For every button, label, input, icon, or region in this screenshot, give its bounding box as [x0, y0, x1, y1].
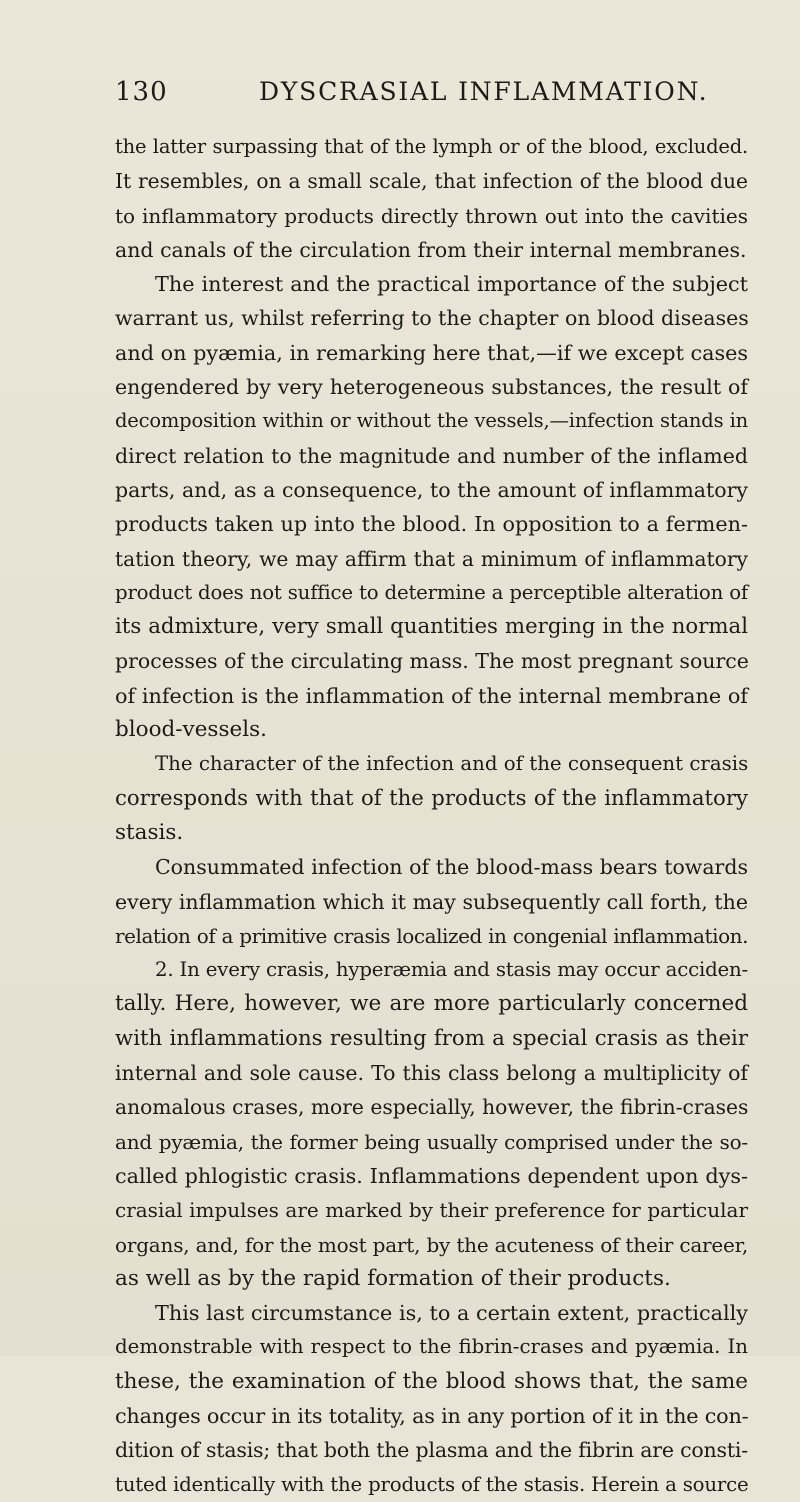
text-line: processes of the circulating mass. The most pregnant source — [115, 649, 749, 674]
running-title: DYSCRASIAL INFLAMMATION. — [259, 77, 709, 106]
text-line: demonstrable with respect to the fibrin-crases and pyæmia. In — [115, 1335, 748, 1359]
text-line: engendered by very heterogeneous substances, the result of — [115, 375, 748, 400]
text-line: blood-vessels. — [115, 717, 267, 743]
text-line: and canals of the circulation from their internal membranes. — [115, 237, 747, 262]
text-line: decomposition within or without the vessels,—infection stands in — [115, 409, 748, 433]
text-line: and pyæmia, the former being usually comprised under the so- — [115, 1129, 748, 1154]
text-line: corresponds with that of the products of the inflammatory — [115, 785, 748, 811]
text-line: organs, and, for the most part, by the acuteness of their career, — [115, 1232, 748, 1257]
text-line: This last circumstance is, to a certain extent, practically — [155, 1301, 748, 1326]
text-line: its admixture, very small quantities merging in the normal — [115, 614, 748, 640]
text-line: direct relation to the magnitude and number of the inflamed — [115, 443, 748, 468]
text-line: called phlogistic crasis. Inflammations dependent upon dys- — [115, 1163, 748, 1188]
text-line: as well as by the rapid formation of their products. — [115, 1265, 671, 1291]
text-line: parts, and, as a consequence, to the amount of inflammatory — [115, 477, 748, 502]
text-line: warrant us, whilst referring to the chapter on blood diseases — [115, 306, 749, 331]
text-line: anomalous crases, more especially, however, the fibrin-crases — [115, 1095, 749, 1120]
text-line: Consummated infection of the blood-mass bears towards — [155, 855, 748, 880]
text-line: relation of a primitive crasis localized in congenial inflammation. — [115, 923, 748, 948]
text-line: and on pyæmia, in remarking here that,—if we except cases — [115, 340, 749, 365]
page-number: 130 — [115, 77, 168, 107]
body-text — [115, 130, 748, 1502]
text-line: these, the examination of the blood shows that, the same — [115, 1368, 748, 1394]
text-line: 2. In every crasis, hyperæmia and stasis may occur acciden- — [155, 958, 748, 982]
text-line: to inflammatory products directly thrown out into the cavities — [115, 203, 748, 228]
text-line: crasial impulses are marked by their preference for particular — [115, 1198, 748, 1223]
running-head — [115, 77, 715, 117]
text-line: of infection is the inflammation of the internal membrane of — [115, 683, 748, 708]
text-line: changes occur in its totality, as in any portion of it in the con- — [115, 1403, 749, 1428]
text-line: the latter surpassing that of the lymph or of the blood, excluded. — [115, 135, 748, 158]
text-line: stasis. — [115, 819, 184, 845]
text-line: tuted identically with the products of the stasis. Herein a source — [115, 1472, 749, 1496]
text-line: The character of the infection and of the consequent crasis — [155, 752, 749, 776]
text-line: dition of stasis; that both the plasma and the fibrin are consti- — [115, 1438, 748, 1463]
text-line: with inflammations resulting from a special crasis as their — [115, 1025, 748, 1051]
text-line: The interest and the practical importance of the subject — [155, 272, 748, 297]
text-line: tally. Here, however, we are more particularly concerned — [115, 991, 748, 1017]
text-line: products taken up into the blood. In opposition to a fermen- — [115, 512, 748, 537]
text-line: It resembles, on a small scale, that infection of the blood due — [115, 169, 748, 194]
text-line: tation theory, we may affirm that a minimum of inflammatory — [115, 546, 748, 571]
text-line: product does not suffice to determine a perceptible alteration of — [115, 580, 748, 604]
text-line: every inflammation which it may subsequently call forth, the — [115, 889, 748, 914]
text-line: internal and sole cause. To this class belong a multiplicity of — [115, 1061, 748, 1086]
